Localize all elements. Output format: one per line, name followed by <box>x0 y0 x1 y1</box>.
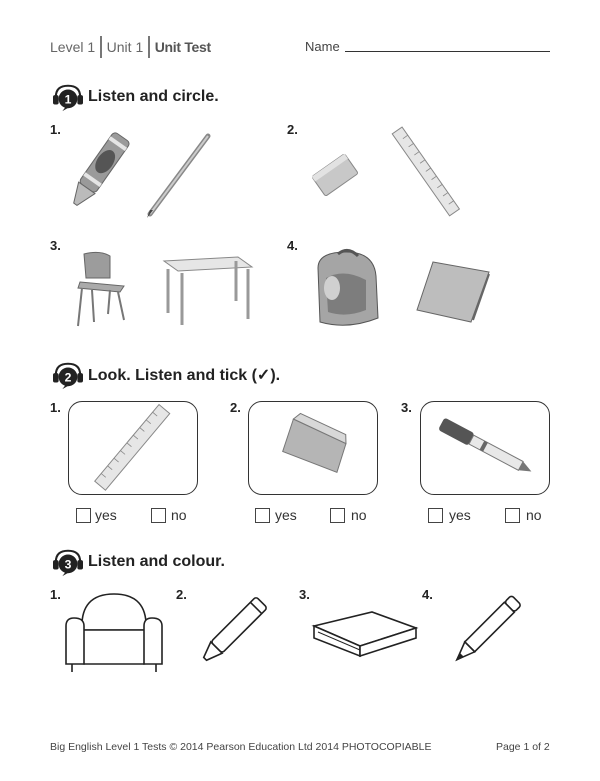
section-2-heading <box>50 360 280 390</box>
crayon-icon[interactable] <box>65 122 135 217</box>
section-number: 1 <box>64 92 72 107</box>
item-number: 1. <box>50 587 61 602</box>
section-title: Listen and colour. <box>88 553 225 570</box>
ruler-icon[interactable] <box>385 125 465 220</box>
picture-box <box>68 401 198 495</box>
item-number: 2. <box>176 587 187 602</box>
chair-icon[interactable] <box>72 250 132 330</box>
level-label: Level 1 <box>50 39 96 55</box>
divider <box>100 36 102 58</box>
no-label: no <box>171 507 187 523</box>
section-1-heading <box>50 82 219 112</box>
no-label: no <box>526 507 542 523</box>
item-number: 1. <box>50 400 61 415</box>
yes-checkbox[interactable] <box>428 508 443 523</box>
section-number: 2 <box>64 370 72 385</box>
item-number: 2. <box>287 122 298 137</box>
section-title: Listen and circle. <box>88 88 219 105</box>
pencil-icon[interactable] <box>140 130 215 220</box>
item-number: 1. <box>50 122 61 137</box>
footer-copyright: Big English Level 1 Tests © 2014 Pearson Education Ltd 2014 PHOTOCOPIABLE <box>50 741 432 753</box>
item-number: 3. <box>299 587 310 602</box>
yes-label: yes <box>275 507 297 523</box>
header-title <box>50 36 211 58</box>
section-title: Look. Listen and tick (✓). <box>88 367 281 384</box>
item-number: 3. <box>50 238 61 253</box>
ruler-icon <box>69 402 197 494</box>
section-number: 3 <box>64 557 72 572</box>
no-checkbox[interactable] <box>330 508 345 523</box>
desk-icon[interactable] <box>160 253 255 328</box>
bag-icon[interactable] <box>308 248 383 330</box>
yes-label: yes <box>95 507 117 523</box>
no-checkbox[interactable] <box>151 508 166 523</box>
name-label: Name <box>305 39 340 54</box>
section-3-heading <box>50 547 225 577</box>
headphones-icon <box>50 547 86 577</box>
headphones-icon <box>50 360 86 390</box>
item-number: 2. <box>230 400 241 415</box>
item-number: 4. <box>287 238 298 253</box>
eraser-icon[interactable] <box>305 145 365 205</box>
item-number: 3. <box>401 400 412 415</box>
pencil-icon[interactable] <box>440 586 532 678</box>
divider <box>148 36 150 58</box>
crayon-icon[interactable] <box>188 588 276 676</box>
unit-label: Unit 1 <box>106 39 144 55</box>
yes-checkbox[interactable] <box>76 508 91 523</box>
no-label: no <box>351 507 367 523</box>
footer-page-number: Page 1 of 2 <box>496 741 550 753</box>
picture-box <box>248 401 378 495</box>
eraser-icon <box>249 402 377 494</box>
yes-label: yes <box>449 507 471 523</box>
no-checkbox[interactable] <box>505 508 520 523</box>
picture-box <box>420 401 550 495</box>
notebook-icon[interactable] <box>413 258 493 326</box>
armchair-icon[interactable] <box>62 590 166 676</box>
marker-icon <box>421 402 549 494</box>
headphones-icon <box>50 82 86 112</box>
test-label: Unit Test <box>154 39 211 55</box>
name-field[interactable] <box>345 51 550 52</box>
yes-checkbox[interactable] <box>255 508 270 523</box>
item-number: 4. <box>422 587 433 602</box>
book-icon[interactable] <box>310 606 420 658</box>
